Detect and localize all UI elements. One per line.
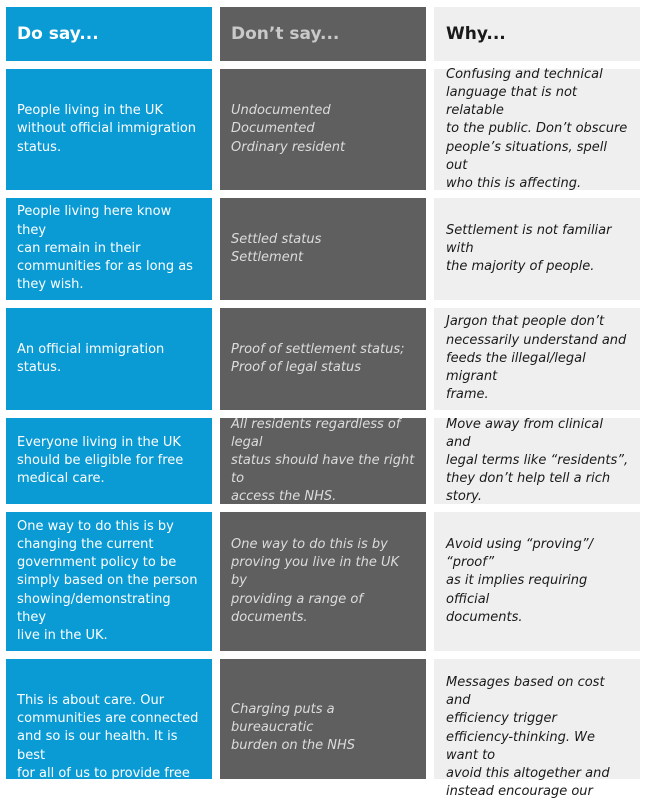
do-say-text: Everyone living in the UK should be eligible for free medical care. — [17, 434, 184, 487]
table-row — [6, 308, 640, 410]
dont-say-text: Proof of settlement status; Proof of legal status — [231, 341, 405, 375]
do-say-cell — [6, 512, 212, 651]
do-say-cell — [6, 308, 212, 410]
why-text: Confusing and technical language that is not relatable to the public. Don’t obscure people’s situations, spell out who this is affecting. — [446, 66, 628, 192]
why-cell — [434, 659, 640, 800]
why-text: Move away from clinical and legal terms like “residents”, they don’t help tell a rich story. — [446, 416, 629, 505]
header-why — [434, 7, 640, 61]
header-why-label: Why... — [446, 23, 506, 44]
dont-say-text: Undocumented Documented Ordinary resident — [231, 103, 346, 155]
do-say-text: People living in the UK without official immigration status. — [17, 103, 197, 155]
dont-say-cell — [220, 308, 426, 410]
messaging-table — [6, 7, 640, 800]
do-say-text: One way to do this is by changing the current government policy to be simply based on the person showing/demonstrating they live in the UK. — [17, 518, 198, 643]
table-row — [6, 659, 640, 800]
do-say-text: This is about care. Our communities are connected and so is our health. It is best for all of us to provide free — [17, 693, 199, 781]
header-dont-say — [220, 7, 426, 61]
table-row — [6, 66, 640, 192]
dont-say-text: One way to do this is by proving you live in the UK by providing a range of documents. — [231, 536, 400, 625]
table-row — [6, 512, 640, 651]
why-cell — [434, 512, 640, 651]
why-cell — [434, 308, 640, 410]
table-header-row — [6, 7, 640, 61]
header-do-say-label: Do say... — [17, 23, 99, 44]
why-text: Jargon that people don’t necessarily understand and feeds the illegal/legal migrant frame. — [446, 314, 627, 403]
do-say-cell — [6, 69, 212, 190]
do-say-text: An official immigration status. — [17, 341, 165, 375]
table-row — [6, 418, 640, 504]
dont-say-cell — [220, 69, 426, 190]
header-do-say — [6, 7, 212, 61]
why-text: Messages based on cost and efficiency trigger efficiency-thinking. We want to avoid this altogether and instead encourage our — [446, 675, 610, 800]
dont-say-cell — [220, 659, 426, 779]
why-cell — [434, 66, 640, 192]
do-say-cell — [6, 659, 212, 779]
dont-say-text: Charging puts a bureaucratic burden on the NHS — [231, 702, 356, 754]
dont-say-text: All residents regardless of legal status should have the right to access the NHS. — [231, 416, 415, 505]
why-cell — [434, 198, 640, 300]
header-dont-say-label: Don’t say... — [231, 23, 340, 44]
do-say-text: People living here know they can remain in their communities for as long as they wish. — [17, 204, 193, 293]
why-text: Avoid using “proving”/ “proof” as it implies requiring official documents. — [446, 536, 593, 625]
do-say-cell — [6, 198, 212, 300]
dont-say-cell — [220, 198, 426, 300]
do-say-cell — [6, 418, 212, 504]
table-row — [6, 198, 640, 300]
dont-say-cell — [220, 418, 426, 504]
why-text: Settlement is not familiar with the majority of people. — [446, 222, 612, 275]
dont-say-cell — [220, 512, 426, 651]
dont-say-text: Settled status Settlement — [231, 231, 322, 265]
why-cell — [434, 418, 640, 504]
